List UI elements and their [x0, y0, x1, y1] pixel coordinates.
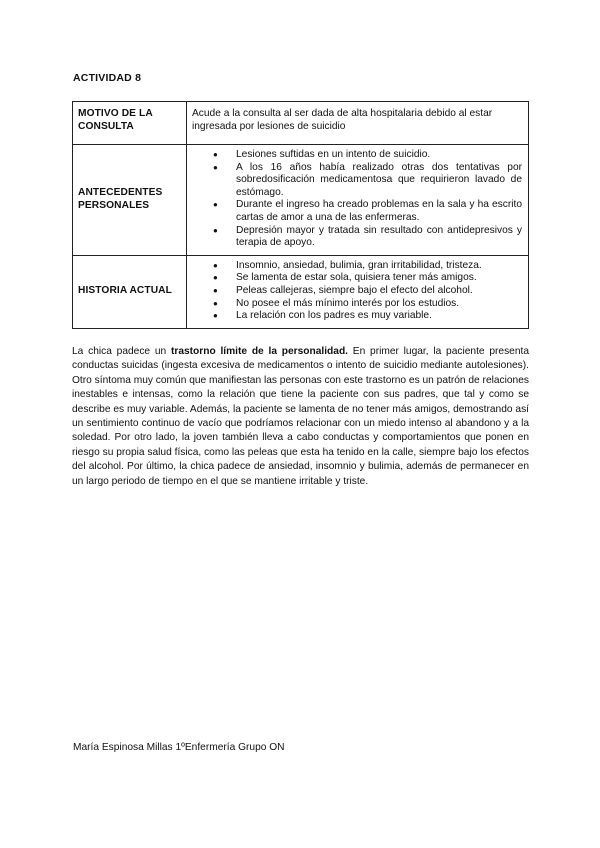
analysis-paragraph	[72, 345, 529, 489]
antecedentes-list	[192, 149, 522, 250]
motivo-text: Acude a la consulta al ser dada de alta hospitalaria debido al estar ingresada por lesiones de suicidio	[187, 102, 529, 145]
historia-label: HISTORIA ACTUAL	[73, 255, 187, 328]
list-item: ● Lesiones suftidas en un intento de suicidio.	[236, 149, 522, 162]
motivo-label: MOTIVO DE LA CONSULTA	[73, 102, 187, 145]
paragraph-body: En primer lugar, la paciente presenta conductas suicidas (ingesta excesiva de medicamentos o intento de suicidio mediante autolesiones). Otro síntoma muy común que manifiestan las personas con este trastorno es un patrón de relaciones inestables e intensas, como la relación que tiene la paciente con sus padres, que tal y como se describe es muy variable. Además, la paciente se lamenta de no tener más amigos, demostrando así un sentimiento continuo de vacío que podríamos relacionar con un miedo intenso al abandono y a la soledad. Por otro lado, la joven también lleva a cabo conductas y comportamientos que ponen en riesgo su propia salud física, como las peleas que esta ha tenido en la calle, siempre bajo los efectos del alcohol. Por último, la chica padece de ansiedad, insomnio y bulimia, además de permanecer en un largo periodo de tiempo en el que se mantiene irritable y triste.	[72, 346, 529, 487]
diagnosis-bold: trastorno límite de la personalidad.	[170, 346, 349, 357]
antecedentes-label: ANTECEDENTES PERSONALES	[73, 145, 187, 256]
historia-cell	[187, 255, 529, 328]
list-item: ● Peleas callejeras, siempre bajo el efecto del alcohol.	[236, 285, 522, 298]
case-table	[72, 101, 529, 329]
list-item: ● Depresión mayor y tratada sin resultado con antidepresivos y terapia de apoyo.	[236, 225, 522, 250]
list-item: ● La relación con los padres es muy variable.	[236, 310, 522, 323]
table-row-historia	[73, 255, 529, 328]
list-item: ● A los 16 años había realizado otras dos tentativas por sobredosificación medicamentosa que requirieron lavado de estómago.	[236, 162, 522, 200]
list-item: ● Se lamenta de estar sola, quisiera tener más amigos.	[236, 272, 522, 285]
table-row-motivo	[73, 102, 529, 145]
historia-list	[192, 260, 522, 323]
author-footer: María Espinosa Millas 1ºEnfermería Grupo ON	[73, 742, 285, 753]
list-item: ● Durante el ingreso ha creado problemas en la sala y ha escrito cartas de amor a una de las enfermeras.	[236, 199, 522, 224]
activity-title: ACTIVIDAD 8	[73, 72, 142, 84]
table-row-antecedentes	[73, 145, 529, 256]
list-item: ● Insomnio, ansiedad, bulimia, gran irritabilidad, tristeza.	[236, 260, 522, 273]
list-item: ● No posee el más mínimo interés por los estudios.	[236, 298, 522, 311]
antecedentes-cell	[187, 145, 529, 256]
paragraph-intro: La chica padece un	[72, 346, 171, 357]
